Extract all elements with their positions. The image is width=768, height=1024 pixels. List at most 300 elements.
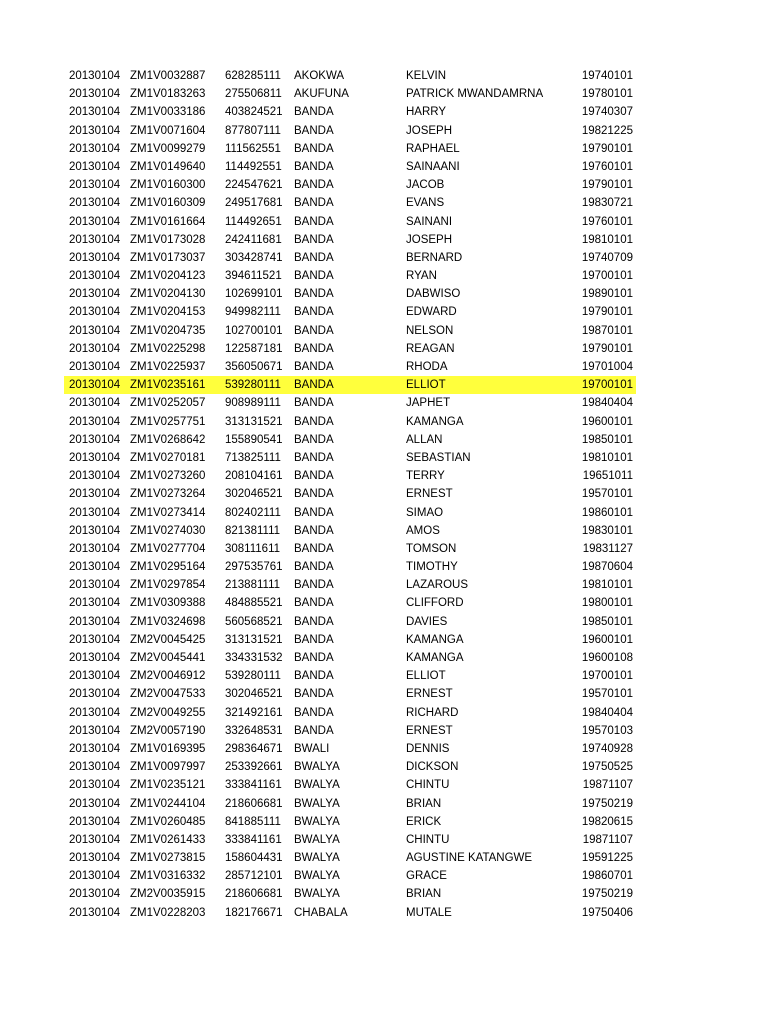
first-name-cell: REAGAN [406,342,455,355]
reference-number-cell: 303428741 [225,251,283,264]
surname-cell: BANDA [294,124,334,137]
registration-date-cell: 20130104 [69,742,121,755]
surname-cell: BANDA [294,324,334,337]
reference-number-cell: 313131521 [225,415,283,428]
reference-number-cell: 155890541 [225,433,283,446]
table-row [64,504,636,522]
birth-date-cell: 19790101 [581,179,633,192]
birth-date-cell: 19570101 [581,488,633,501]
reference-number-cell: 302046521 [225,488,283,501]
surname-cell: BANDA [294,160,334,173]
registration-date-cell: 20130104 [69,688,121,701]
reference-number-cell: 213881111 [225,579,281,592]
first-name-cell: TOMSON [406,542,457,555]
birth-date-cell: 19850101 [581,433,633,446]
reference-number-cell: 484885521 [225,597,283,610]
first-name-cell: ELLIOT [406,379,446,392]
table-row [64,158,636,176]
surname-cell: BANDA [294,415,334,428]
reference-number-cell: 333841161 [225,779,282,792]
table-row [64,449,636,467]
birth-date-cell: 19850101 [581,615,633,628]
table-row [64,249,636,267]
surname-cell: BANDA [294,597,334,610]
reference-number-cell: 356050671 [225,361,283,373]
birth-date-cell: 19840404 [581,706,633,719]
table-row [64,485,636,503]
registration-date-cell: 20130104 [69,179,121,192]
surname-cell: BANDA [294,251,334,264]
record-id-cell: ZM1V0295164 [130,561,206,574]
table-row [64,776,636,794]
birth-date-cell: 19790101 [581,306,633,319]
registration-date-cell: 20130104 [69,324,121,337]
surname-cell: BANDA [294,451,334,464]
surname-cell: BANDA [294,470,334,483]
registration-date-cell: 20130104 [69,233,121,246]
registration-date-cell: 20130104 [69,615,121,628]
record-id-cell: ZM1V0160300 [130,179,206,192]
birth-date-cell: 19840404 [581,397,633,410]
first-name-cell: JOSEPH [406,124,453,137]
first-name-cell: RAPHAEL [406,142,460,155]
registration-date-cell: 20130104 [69,506,121,519]
birth-date-cell: 19740307 [581,106,633,119]
table-row [64,813,636,831]
surname-cell: BANDA [294,433,334,446]
birth-date-cell: 19760101 [581,160,633,173]
surname-cell: BANDA [294,561,334,574]
record-id-cell: ZM1V0173028 [130,233,206,246]
surname-cell: BANDA [294,652,334,664]
reference-number-cell: 539280111 [225,670,281,683]
first-name-cell: EDWARD [406,306,457,319]
first-name-cell: JOSEPH [406,233,453,246]
record-id-cell: ZM1V0225937 [130,361,206,373]
first-name-cell: AMOS [406,524,440,537]
table-row [64,340,636,358]
record-id-cell: ZM1V0260485 [130,815,206,828]
birth-date-cell: 19740101 [581,70,633,82]
first-name-cell: DICKSON [406,761,459,774]
table-row [64,904,636,922]
table-row [64,394,636,412]
surname-cell: BANDA [294,542,334,555]
surname-cell: BANDA [294,724,334,737]
reference-number-cell: 821381111 [225,524,281,537]
first-name-cell: AGUSTINE KATANGWE [406,852,533,865]
record-id-cell: ZM1V0273264 [130,488,206,501]
surname-cell: BWALYA [294,761,340,774]
record-id-cell: ZM1V0277704 [130,542,206,555]
record-id-cell: ZM2V0049255 [130,706,206,719]
birth-date-cell: 19750219 [581,888,633,901]
reference-number-cell: 114492551 [225,160,282,173]
first-name-cell: KAMANGA [406,633,464,646]
birth-date-cell: 19871107 [582,779,633,792]
record-id-cell: ZM2V0045425 [130,633,206,646]
registration-date-cell: 20130104 [69,124,121,137]
record-id-cell: ZM1V0273260 [130,470,206,483]
registration-date-cell: 20130104 [69,761,121,774]
first-name-cell: ALLAN [406,433,443,446]
birth-date-cell: 19570103 [581,724,633,737]
registration-date-cell: 20130104 [69,870,121,883]
first-name-cell: MUTALE [406,906,452,919]
record-id-cell: ZM2V0057190 [130,724,206,737]
registration-date-cell: 20130104 [69,197,121,210]
first-name-cell: BRIAN [406,888,442,901]
birth-date-cell: 19591225 [581,852,633,865]
first-name-cell: LAZAROUS [406,579,468,592]
registration-date-cell: 20130104 [69,397,121,410]
reference-number-cell: 333841161 [225,833,282,846]
reference-number-cell: 321492161 [225,706,283,719]
registration-date-cell: 20130104 [69,888,121,901]
birth-date-cell: 19870101 [581,324,633,337]
reference-number-cell: 122587181 [225,342,283,355]
record-id-cell: ZM1V0235161 [130,379,206,392]
surname-cell: BANDA [294,342,334,355]
record-id-cell: ZM1V0169395 [130,742,206,755]
surname-cell: BANDA [294,106,334,119]
birth-date-cell: 19600101 [581,633,633,646]
birth-date-cell: 19810101 [581,233,633,246]
reference-number-cell: 313131521 [225,633,283,646]
surname-cell: BANDA [294,288,334,301]
record-id-cell: ZM1V0204123 [130,270,206,283]
surname-cell: BANDA [294,197,334,210]
birth-date-cell: 19701004 [581,361,633,373]
table-row [64,885,636,903]
registration-date-cell: 20130104 [69,779,121,792]
birth-date-cell: 19860701 [581,870,633,883]
registration-date-cell: 20130104 [69,306,121,319]
first-name-cell: NELSON [406,324,454,337]
first-name-cell: SAINANI [406,215,453,228]
birth-date-cell: 19760101 [581,215,633,228]
first-name-cell: PATRICK MWANDAMRNA [406,88,544,101]
first-name-cell: ERICK [406,815,442,828]
table-row [64,594,636,612]
birth-date-cell: 19600108 [581,652,633,664]
first-name-cell: KELVIN [406,70,447,82]
reference-number-cell: 802402111 [225,506,281,519]
surname-cell: BANDA [294,142,334,155]
record-id-cell: ZM1V0173037 [130,251,206,264]
surname-cell: BWALYA [294,870,340,883]
record-id-cell: ZM1V0097997 [130,761,206,774]
birth-date-cell: 19870604 [581,561,633,574]
record-id-cell: ZM1V0183263 [130,88,206,101]
reference-number-cell: 182176671 [225,906,283,919]
first-name-cell: BRIAN [406,797,442,810]
first-name-cell: TERRY [406,470,445,483]
table-row [64,285,636,303]
registration-date-cell: 20130104 [69,270,121,283]
first-name-cell: CLIFFORD [406,597,464,610]
surname-cell: AKUFUNA [294,88,349,101]
first-name-cell: ERNEST [406,724,453,737]
table-row [64,685,636,703]
birth-date-cell: 19860101 [581,506,633,519]
first-name-cell: HARRY [406,106,447,119]
reference-number-cell: 298364671 [225,742,283,755]
registration-date-cell: 20130104 [69,524,121,537]
table-row [64,631,636,649]
registration-date-cell: 20130104 [69,579,121,592]
surname-cell: BANDA [294,179,334,192]
birth-date-cell: 19871107 [582,833,633,846]
surname-cell: BANDA [294,379,334,392]
first-name-cell: EVANS [406,197,445,210]
record-id-cell: ZM1V0204735 [130,324,206,337]
birth-date-cell: 19700101 [581,270,633,283]
surname-cell: BANDA [294,579,334,592]
registration-date-cell: 20130104 [69,470,121,483]
surname-cell: BANDA [294,670,334,683]
birth-date-cell: 19790101 [581,342,633,355]
record-id-cell: ZM1V0228203 [130,906,206,919]
surname-cell: BANDA [294,706,334,719]
reference-number-cell: 394611521 [225,270,282,283]
reference-number-cell: 403824521 [225,106,283,119]
surname-cell: BWALYA [294,815,340,828]
surname-cell: BANDA [294,215,334,228]
table-row [64,103,636,121]
record-id-cell: ZM1V0297854 [130,579,206,592]
reference-number-cell: 308111611 [225,542,281,555]
birth-date-cell: 19780101 [581,88,633,101]
table-row [64,649,636,667]
record-id-cell: ZM1V0032887 [130,70,206,82]
record-id-cell: ZM1V0149640 [130,160,206,173]
registration-date-cell: 20130104 [69,433,121,446]
surname-cell: BWALI [294,742,330,755]
reference-number-cell: 297535761 [225,561,283,574]
registration-date-cell: 20130104 [69,288,121,301]
record-id-cell: ZM1V0270181 [130,451,206,464]
surname-cell: BANDA [294,615,334,628]
birth-date-cell: 19800101 [581,597,633,610]
first-name-cell: CHINTU [406,833,450,846]
record-id-cell: ZM1V0235121 [130,779,206,792]
birth-date-cell: 19810101 [581,451,633,464]
reference-number-cell: 539280111 [225,379,281,392]
reference-number-cell: 332648531 [225,724,283,737]
registration-date-cell: 20130104 [69,815,121,828]
table-row [64,722,636,740]
table-row [64,558,636,576]
table-row [64,467,636,485]
table-row [64,849,636,867]
reference-number-cell: 249517681 [225,197,283,210]
reference-number-cell: 111562551 [225,142,281,155]
registration-date-cell: 20130104 [69,88,121,101]
record-id-cell: ZM1V0274030 [130,524,206,537]
registration-date-cell: 20130104 [69,542,121,555]
registration-date-cell: 20130104 [69,597,121,610]
reference-number-cell: 102699101 [225,288,283,301]
table-row [64,540,636,558]
registration-date-cell: 20130104 [69,797,121,810]
record-id-cell: ZM1V0244104 [130,797,206,810]
registration-date-cell: 20130104 [69,361,121,373]
first-name-cell: SAINAANI [406,160,460,173]
reference-number-cell: 224547621 [225,179,283,192]
registration-date-cell: 20130104 [69,215,121,228]
registration-date-cell: 20130104 [69,488,121,501]
table-row [64,231,636,249]
record-id-cell: ZM1V0204130 [130,288,206,301]
surname-cell: BANDA [294,633,334,646]
birth-date-cell: 19740709 [581,251,633,264]
record-id-cell: ZM1V0071604 [130,124,206,137]
reference-number-cell: 285712101 [225,870,283,883]
record-id-cell: ZM1V0033186 [130,106,206,119]
registration-date-cell: 20130104 [69,160,121,173]
table-row [64,704,636,722]
record-id-cell: ZM1V0273815 [130,852,206,865]
table-row [64,213,636,231]
table-row [64,867,636,885]
registration-date-cell: 20130104 [69,451,121,464]
reference-number-cell: 908989111 [225,397,281,410]
table-row [64,194,636,212]
first-name-cell: RYAN [406,270,437,283]
record-id-cell: ZM1V0257751 [130,415,206,428]
table-row [64,667,636,685]
registration-date-cell: 20130104 [69,415,121,428]
surname-cell: BANDA [294,233,334,246]
first-name-cell: ERNEST [406,488,453,501]
table-row [64,140,636,158]
registration-date-cell: 20130104 [69,833,121,846]
record-id-cell: ZM1V0204153 [130,306,206,319]
surname-cell: CHABALA [294,906,348,919]
first-name-cell: GRACE [406,870,447,883]
record-id-cell: ZM1V0273414 [130,506,206,519]
first-name-cell: ELLIOT [406,670,446,683]
registration-date-cell: 20130104 [69,906,121,919]
registration-date-cell: 20130104 [69,652,121,664]
reference-number-cell: 560568521 [225,615,283,628]
record-id-cell: ZM2V0046912 [130,670,206,683]
first-name-cell: KAMANGA [406,652,464,664]
registration-date-cell: 20130104 [69,724,121,737]
first-name-cell: ERNEST [406,688,453,701]
reference-number-cell: 841885111 [225,815,281,828]
registration-date-cell: 20130104 [69,852,121,865]
table-row [64,322,636,340]
record-table [64,67,636,922]
surname-cell: BWALYA [294,779,340,792]
reference-number-cell: 713825111 [225,451,281,464]
reference-number-cell: 949982111 [225,306,281,319]
table-row [64,267,636,285]
birth-date-cell: 19810101 [581,579,633,592]
surname-cell: BWALYA [294,852,340,865]
surname-cell: BANDA [294,270,334,283]
surname-cell: BWALYA [294,797,340,810]
record-id-cell: ZM1V0309388 [130,597,206,610]
first-name-cell: DENNIS [406,742,450,755]
first-name-cell: BERNARD [406,251,463,264]
table-row [64,831,636,849]
registration-date-cell: 20130104 [69,142,121,155]
table-row [64,358,636,376]
record-id-cell: ZM2V0047533 [130,688,206,701]
first-name-cell: RHODA [406,361,448,373]
birth-date-cell: 19831127 [582,542,633,555]
record-id-cell: ZM1V0268642 [130,433,206,446]
first-name-cell: DAVIES [406,615,448,628]
reference-number-cell: 275506811 [225,88,282,101]
registration-date-cell: 20130104 [69,70,121,82]
first-name-cell: TIMOTHY [406,561,458,574]
record-id-cell: ZM1V0225298 [130,342,206,355]
record-id-cell: ZM1V0261433 [130,833,206,846]
table-row [64,303,636,321]
birth-date-cell: 19750219 [581,797,633,810]
registration-date-cell: 20130104 [69,342,121,355]
birth-date-cell: 19750525 [581,761,633,774]
reference-number-cell: 208104161 [225,470,283,483]
registration-date-cell: 20130104 [69,633,121,646]
birth-date-cell: 19700101 [581,670,633,683]
record-id-cell: ZM1V0099279 [130,142,206,155]
birth-date-cell: 19830721 [581,197,633,210]
birth-date-cell: 19821225 [581,124,633,137]
reference-number-cell: 877807111 [225,124,281,137]
table-row [64,67,636,85]
registration-date-cell: 20130104 [69,106,121,119]
record-id-cell: ZM1V0161664 [130,215,206,228]
surname-cell: BANDA [294,361,334,373]
registration-date-cell: 20130104 [69,706,121,719]
surname-cell: BWALYA [294,888,340,901]
table-row [64,522,636,540]
registration-date-cell: 20130104 [69,379,121,392]
registration-date-cell: 20130104 [69,561,121,574]
table-row [64,758,636,776]
reference-number-cell: 218606681 [225,797,283,810]
table-row [64,413,636,431]
record-id-cell: ZM1V0316332 [130,870,206,883]
registration-date-cell: 20130104 [69,670,121,683]
first-name-cell: RICHARD [406,706,459,719]
reference-number-cell: 628285111 [225,70,281,82]
first-name-cell: DABWISO [406,288,461,301]
birth-date-cell: 19890101 [581,288,633,301]
table-row [64,122,636,140]
surname-cell: AKOKWA [294,70,345,82]
reference-number-cell: 114492651 [225,215,282,228]
table-row [64,85,636,103]
birth-date-cell: 19830101 [581,524,633,537]
record-id-cell: ZM1V0160309 [130,197,206,210]
table-row [64,431,636,449]
first-name-cell: SEBASTIAN [406,451,471,464]
surname-cell: BWALYA [294,833,340,846]
birth-date-cell: 19790101 [581,142,633,155]
birth-date-cell: 19820615 [581,815,633,828]
first-name-cell: CHINTU [406,779,450,792]
first-name-cell: SIMAO [406,506,444,519]
first-name-cell: KAMANGA [406,415,464,428]
birth-date-cell: 19740928 [581,742,633,755]
surname-cell: BANDA [294,524,334,537]
